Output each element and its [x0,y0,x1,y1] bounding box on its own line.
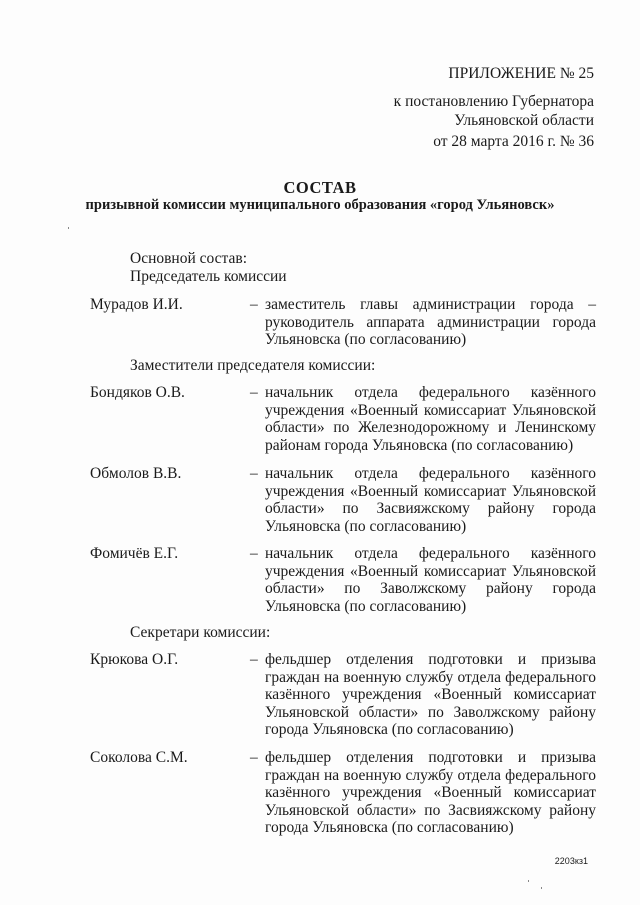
member-dash: – [250,749,258,766]
member-name: Обмолов В.В. [90,465,182,482]
member-name: Фомичёв Е.Г. [90,545,179,562]
scan-speck [68,227,69,229]
document-subtitle: призывной комиссии муниципального образования «город Ульяновск» [85,197,555,213]
member-dash: – [250,296,258,313]
member-name: Соколова С.М. [90,749,188,766]
section-deputies: Заместители председателя комиссии: [130,357,376,374]
section-main-composition: Основной состав: [130,250,248,267]
member-role: начальник отдела федерального казённого учреждения «Военный комиссариат Ульяновской области» по Засвияжскому району города Ульяновска (по согласованию) [265,465,596,535]
member-dash: – [250,651,258,668]
member-role: фельдшер отделения подготовки и призыва граждан на военную службу отдела федерального казённого учреждения «Военный комиссариат Ульяновской области» по Заволжскому району города Ульяновска (по согласованию) [265,651,596,738]
decree-reference: к постановлению Губернатора Ульяновской области [393,93,594,129]
member-name: Бондяков О.В. [90,384,185,401]
member-dash: – [250,384,258,401]
member-role: заместитель главы администрации города – руководитель аппарата администрации города Ульяновска (по согласованию) [265,296,596,348]
document-title: СОСТАВ [283,178,357,197]
member-role: начальник отдела федерального казённого учреждения «Военный комиссариат Ульяновской области» по Железнодорожному и Ленинскому районам города Ульяновска (по согласованию) [265,384,596,454]
member-role: начальник отдела федерального казённого учреждения «Военный комиссариат Ульяновской области» по Заволжскому району города Ульяновска (по согласованию) [265,545,596,615]
appendix-number: ПРИЛОЖЕНИЕ № 25 [448,65,594,82]
member-name: Крюкова О.Г. [90,651,179,668]
footer-code: 2203кз1 [554,856,588,866]
member-dash: – [250,465,258,482]
section-chairman: Председатель комиссии [130,268,287,285]
scan-speck [541,887,542,889]
member-role: фельдшер отделения подготовки и призыва граждан на военную службу отдела федерального казённого учреждения «Военный комиссариат Ульяновской области» по Засвияжскому району города Ульяновска (по согласованию) [265,749,596,836]
member-name: Мурадов И.И. [90,296,183,313]
section-secretaries: Секретари комиссии: [130,624,271,641]
decree-date: от 28 марта 2016 г. № 36 [433,133,594,150]
member-dash: – [250,545,258,562]
scan-speck [528,880,529,882]
